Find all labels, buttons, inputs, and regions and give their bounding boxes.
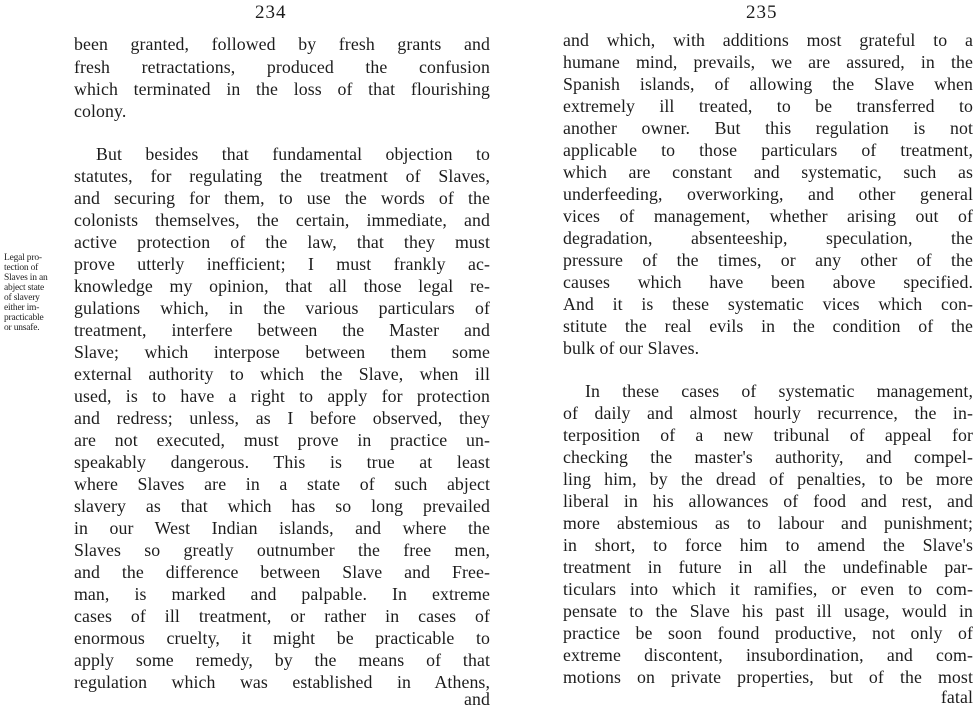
margin-note-line: of slavery	[4, 293, 40, 303]
text-line: terposition of a new tribunal of appeal for	[563, 425, 973, 445]
text-line: enormous cruelty, it might be practicable to	[74, 628, 490, 648]
text-line: and securing for them, to use the words of the	[74, 188, 490, 208]
text-line: used, is to have a right to apply for protection	[74, 386, 490, 406]
page-number: 234	[255, 2, 287, 23]
margin-note-line: either im-	[4, 303, 40, 313]
margin-note-line: Slaves in an	[4, 273, 48, 283]
text-line: Spanish islands, of allowing the Slave when	[563, 74, 973, 94]
text-line: extremely ill treated, to be transferred to	[563, 96, 973, 116]
text-line: ling him, by the dread of penalties, to be more	[563, 469, 973, 489]
text-line: and redress; unless, as I before observed, they	[74, 408, 490, 428]
text-line: statutes, for regulating the treatment of Slaves,	[74, 166, 490, 186]
text-line: which are constant and systematic, such as	[563, 162, 973, 182]
margin-note-line: abject state	[4, 283, 45, 293]
text-line: and the difference between Slave and Free-	[74, 562, 490, 582]
text-line: external authority to which the Slave, when ill	[74, 364, 490, 384]
text-line: causes which have been above specified.	[563, 272, 973, 292]
catchword: and	[464, 689, 490, 709]
text-line: regulation which was established in Athens,	[74, 672, 490, 692]
text-line: cases of ill treatment, or rather in cases of	[74, 606, 490, 626]
text-line: which terminated in the loss of that flourishing	[74, 79, 490, 99]
text-line: underfeeding, overworking, and other general	[563, 184, 973, 204]
text-line: in our West Indian islands, and where the	[74, 518, 490, 538]
text-line: in short, to force him to amend the Slave's	[563, 535, 973, 555]
text-line: colony.	[74, 101, 127, 121]
text-line: of daily and almost hourly recurrence, the in-	[563, 403, 973, 423]
text-line: apply some remedy, by the means of that	[74, 650, 490, 670]
text-line: treatment, interfere between the Master and	[74, 320, 490, 340]
text-line: colonists themselves, the certain, immediate, and	[74, 210, 490, 230]
text-line: extreme discontent, insubordination, and com-	[563, 645, 973, 665]
right-page	[490, 0, 980, 710]
text-line: fresh retractations, produced the confusion	[74, 57, 490, 77]
page-number: 235	[746, 2, 778, 23]
text-line: Slave; which interpose between them some	[74, 342, 490, 362]
text-line: another owner. But this regulation is not	[563, 118, 973, 138]
text-line: degradation, absenteeship, speculation, the	[563, 228, 973, 248]
text-line: are not executed, must prove in practice un-	[74, 430, 490, 450]
text-line: knowledge my opinion, that all those legal re-	[74, 276, 490, 296]
text-line: In these cases of systematic management,	[585, 381, 973, 401]
text-line: treatment in future in all the undefinable par-	[563, 557, 973, 577]
margin-note-line: or unsafe.	[4, 323, 40, 333]
text-line: and which, with additions most grateful to a	[563, 30, 973, 50]
text-line: liberal in his allowances of food and rest, and	[563, 491, 973, 511]
text-line: prove utterly inefficient; I must frankly ac-	[74, 254, 490, 274]
text-line: ticulars into which it ramifies, or even to com-	[563, 579, 973, 599]
text-line: practice be soon found productive, not only of	[563, 623, 973, 643]
text-line: But besides that fundamental objection to	[96, 144, 490, 164]
text-line: vices of management, whether arising out of	[563, 206, 973, 226]
text-line: more abstemious as to labour and punishment;	[563, 513, 973, 533]
text-line: speakably dangerous. This is true at least	[74, 452, 490, 472]
text-line: where Slaves are in a state of such abject	[74, 474, 490, 494]
text-line: man, is marked and palpable. In extreme	[74, 584, 490, 604]
text-line: stitute the real evils in the condition of the	[563, 316, 973, 336]
text-line: been granted, followed by fresh grants and	[74, 34, 490, 54]
text-line: checking the master's authority, and compel-	[563, 447, 973, 467]
text-line: Slaves so greatly outnumber the free men,	[74, 540, 490, 560]
margin-note-line: tection of	[4, 263, 39, 273]
text-line: motions on private properties, but of the most	[563, 667, 973, 687]
text-line: gulations which, in the various particulars of	[74, 298, 490, 318]
text-line: bulk of our Slaves.	[563, 338, 700, 358]
text-line: humane mind, prevails, we are assured, in the	[563, 52, 973, 72]
margin-note-line: practicable	[4, 313, 44, 323]
text-line: slavery as that which has so long prevailed	[74, 496, 490, 516]
text-line: active protection of the law, that they must	[74, 232, 490, 252]
text-line: And it is these systematic vices which con-	[563, 294, 973, 314]
text-line: pensate to the Slave his past ill usage, would in	[563, 601, 973, 621]
margin-note-line: Legal pro-	[4, 253, 42, 263]
text-line: applicable to those particulars of treatment,	[563, 140, 973, 160]
catchword: fatal	[940, 687, 973, 707]
text-line: pressure of the times, or any other of the	[563, 250, 973, 270]
